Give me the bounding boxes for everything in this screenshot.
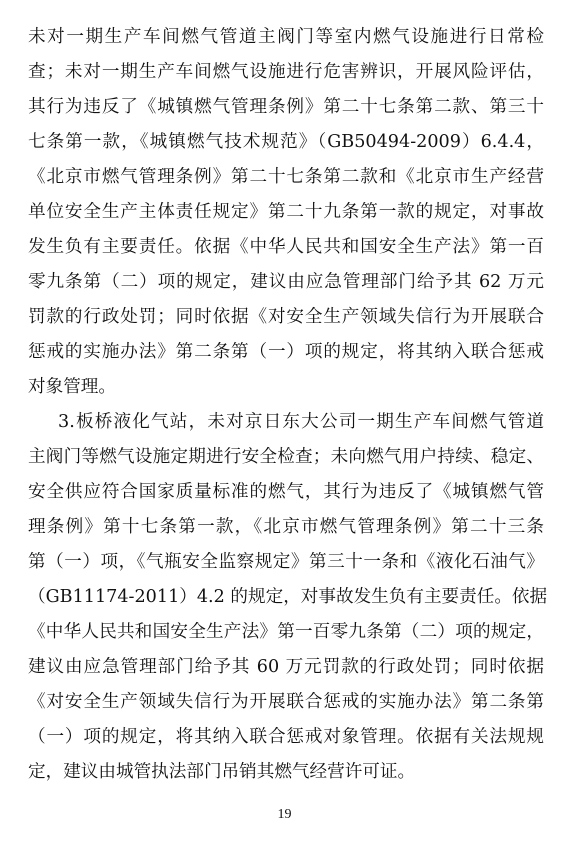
- paragraph-line: （GB11174-2011）4.2 的规定，对事故发生负有主要责任。依据: [28, 587, 548, 607]
- paragraph-line: 理条例》第十七条第一款，《北京市燃气管理条例》第二十三条: [28, 517, 544, 537]
- paragraph-line: （一）项的规定，将其纳入联合惩戒对象管理。依据有关法规规: [28, 727, 544, 747]
- paragraph-line: 《中华人民共和国安全生产法》第一百零九条第（二）项的规定，: [28, 622, 544, 642]
- paragraph-line: 对象管理。: [28, 377, 116, 397]
- paragraph-line: 第（一）项，《气瓶安全监察规定》第三十一条和《液化石油气》: [28, 552, 544, 572]
- paragraph-line: 《对安全生产领域失信行为开展联合惩戒的实施办法》第二条第: [28, 692, 544, 712]
- paragraph-line: 零九条第（二）项的规定，建议由应急管理部门给予其 62 万元: [28, 272, 544, 292]
- paragraph-line: 《北京市燃气管理条例》第二十七条第二款和《北京市生产经营: [28, 167, 544, 187]
- paragraph-line: 七条第一款，《城镇燃气技术规范》（GB50494-2009）6.4.4，: [28, 132, 544, 152]
- paragraph-line: 安全供应符合国家质量标准的燃气，其行为违反了《城镇燃气管: [28, 482, 544, 502]
- paragraph-line: 3.板桥液化气站，未对京日东大公司一期生产车间燃气管道: [58, 412, 544, 432]
- paragraph-line: 建议由应急管理部门给予其 60 万元罚款的行政处罚；同时依据: [28, 657, 544, 677]
- paragraph-line: 查；未对一期生产车间燃气设施进行危害辨识，开展风险评估，: [28, 62, 544, 82]
- paragraph-line: 定，建议由城管执法部门吊销其燃气经营许可证。: [28, 762, 416, 782]
- page-number: 19: [277, 807, 292, 822]
- paragraph-line: 罚款的行政处罚；同时依据《对安全生产领域失信行为开展联合: [28, 307, 544, 327]
- paragraph-line: 主阀门等燃气设施定期进行安全检查；未向燃气用户持续、稳定、: [28, 447, 544, 467]
- paragraph-line: 惩戒的实施办法》第二条第（一）项的规定，将其纳入联合惩戒: [28, 342, 544, 362]
- paragraph-line: 单位安全生产主体责任规定》第二十九条第一款的规定，对事故: [28, 202, 544, 222]
- paragraph-line: 其行为违反了《城镇燃气管理条例》第二十七条第二款、第三十: [28, 97, 544, 117]
- paragraph-line: 未对一期生产车间燃气管道主阀门等室内燃气设施进行日常检: [28, 27, 544, 47]
- paragraph-line: 发生负有主要责任。依据《中华人民共和国安全生产法》第一百: [28, 237, 544, 257]
